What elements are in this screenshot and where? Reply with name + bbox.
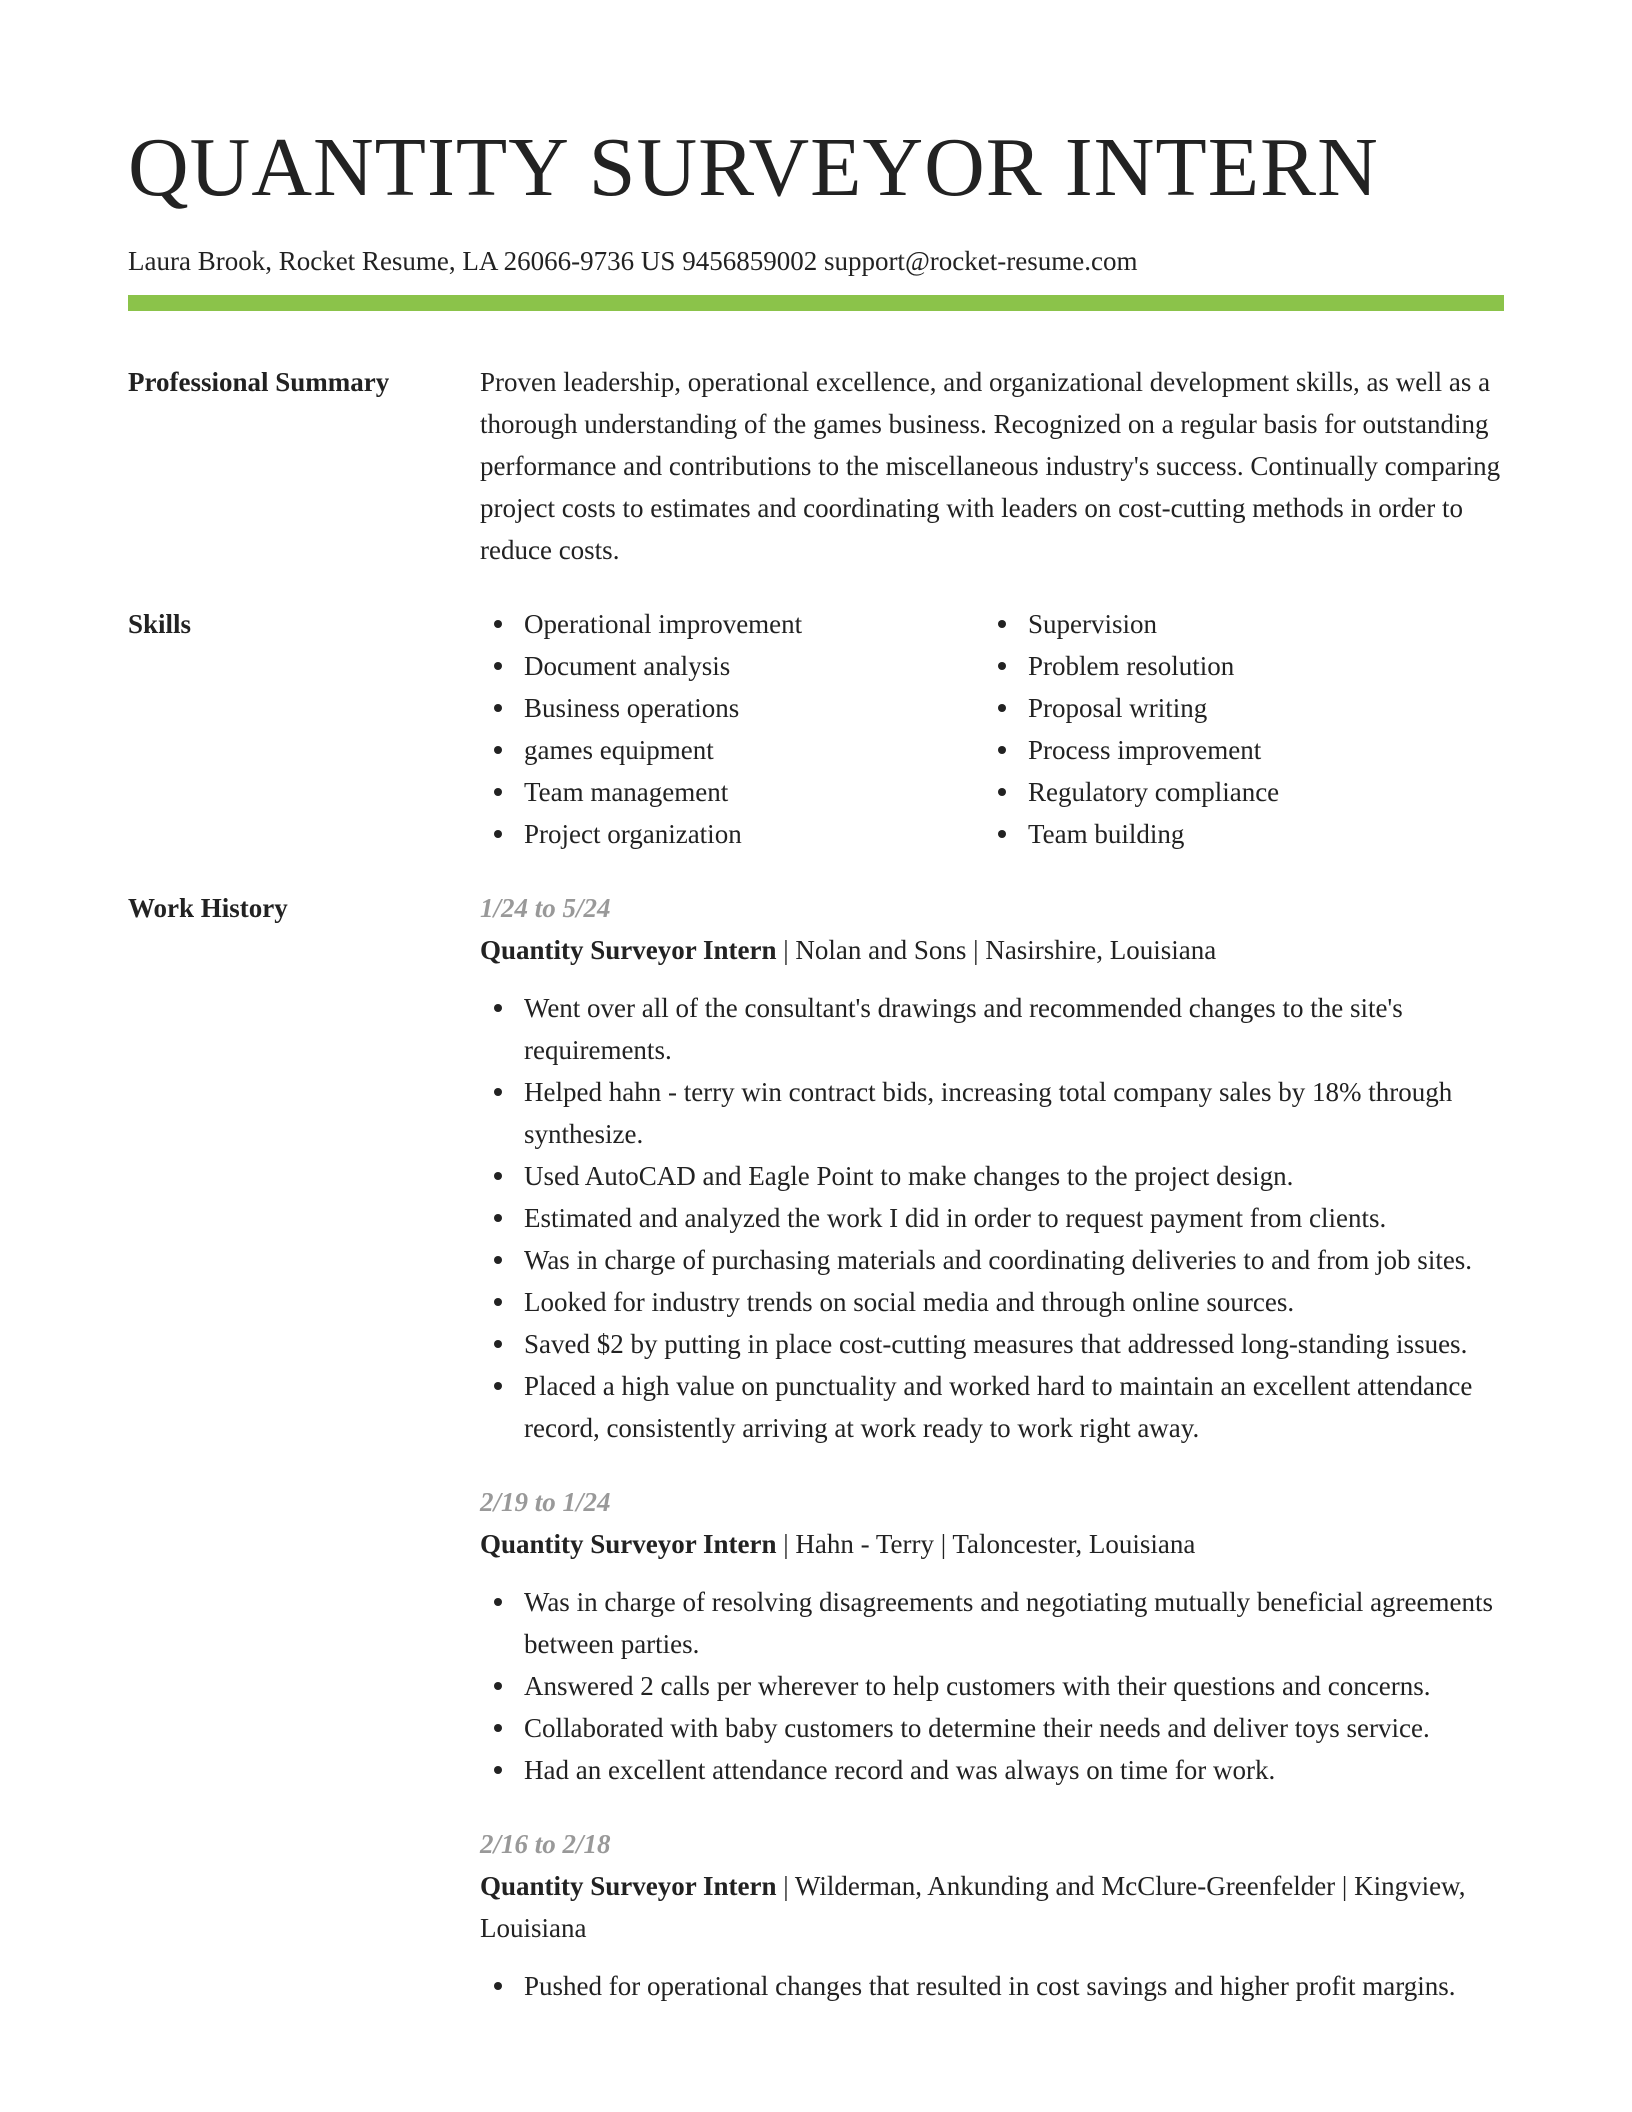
skill-item: Proposal writing: [984, 687, 1488, 729]
summary-section: [128, 361, 1504, 571]
contact-address: Laura Brook, Rocket Resume, LA 26066-9736 US: [128, 246, 676, 276]
job-title: Quantity Surveyor Intern: [480, 1529, 777, 1559]
job-entry: [480, 1481, 1504, 1791]
job-title-line: [480, 929, 1504, 971]
resume-page: [128, 0, 1504, 2007]
job-bullet: Saved $2 by putting in place cost-cutting measures that addressed long-standing issues.: [480, 1323, 1504, 1365]
job-bullet: Pushed for operational changes that resulted in cost savings and higher profit margins.: [480, 1965, 1504, 2007]
job-bullet: Estimated and analyzed the work I did in order to request payment from clients.: [480, 1197, 1504, 1239]
skills-section: [128, 603, 1504, 855]
job-bullet: Had an excellent attendance record and was always on time for work.: [480, 1749, 1504, 1791]
job-bullet: Went over all of the consultant's drawings and recommended changes to the site's requirements.: [480, 987, 1504, 1071]
contact-email: support@rocket-resume.com: [823, 246, 1138, 276]
job-bullets: [480, 1965, 1504, 2007]
skill-item: Regulatory compliance: [984, 771, 1488, 813]
resume-title: QUANTITY SURVEYOR INTERN: [128, 121, 1379, 214]
job-title: Quantity Surveyor Intern: [480, 1871, 777, 1901]
summary-text: Proven leadership, operational excellence, and organizational development skills, as well as a thorough understanding of the games business. Recognized on a regular basis for outstanding performance and contributions to the miscellaneous industry's success. Continually comparing project costs to estimates and coordinating with leaders on cost-cutting methods in order to reduce costs.: [480, 367, 1501, 565]
skills-columns: [480, 603, 1504, 855]
job-dates: 2/16 to 2/18: [480, 1829, 611, 1859]
skills-label: Skills: [128, 609, 192, 639]
skill-item: Business operations: [480, 687, 984, 729]
job-employer-location: | Hahn - Terry | Taloncester, Louisiana: [776, 1529, 1196, 1559]
job-bullet: Used AutoCAD and Eagle Point to make changes to the project design.: [480, 1155, 1504, 1197]
work-history-label: Work History: [128, 893, 288, 923]
job-entry: [480, 1823, 1504, 2007]
skill-item: Operational improvement: [480, 603, 984, 645]
header-divider: [128, 295, 1504, 311]
skill-item: Team building: [984, 813, 1488, 855]
job-bullets: [480, 987, 1504, 1449]
job-bullet: Was in charge of purchasing materials and coordinating deliveries to and from job sites.: [480, 1239, 1504, 1281]
contact-phone: 9456859002: [682, 246, 818, 276]
job-bullet: Answered 2 calls per wherever to help customers with their questions and concerns.: [480, 1665, 1504, 1707]
job-entry: [480, 887, 1504, 1449]
skill-item: Document analysis: [480, 645, 984, 687]
job-employer-location: | Nolan and Sons | Nasirshire, Louisiana: [776, 935, 1217, 965]
job-title: Quantity Surveyor Intern: [480, 935, 777, 965]
skill-item: Problem resolution: [984, 645, 1488, 687]
job-title-line: [480, 1865, 1504, 1949]
job-bullet: Looked for industry trends on social media and through online sources.: [480, 1281, 1504, 1323]
job-bullet: Collaborated with baby customers to determine their needs and deliver toys service.: [480, 1707, 1504, 1749]
job-bullet: Helped hahn - terry win contract bids, increasing total company sales by 18% through synthesize.: [480, 1071, 1504, 1155]
contact-line: [128, 244, 1504, 278]
job-bullet: Was in charge of resolving disagreements and negotiating mutually beneficial agreements between parties.: [480, 1581, 1504, 1665]
summary-label: Professional Summary: [128, 367, 390, 397]
skill-item: Process improvement: [984, 729, 1488, 771]
job-dates: 1/24 to 5/24: [480, 893, 611, 923]
job-bullet: Placed a high value on punctuality and worked hard to maintain an excellent attendance record, consistently arriving at work ready to work right away.: [480, 1365, 1504, 1449]
skill-item: games equipment: [480, 729, 984, 771]
job-dates: 2/19 to 1/24: [480, 1487, 611, 1517]
skill-item: Supervision: [984, 603, 1488, 645]
job-bullets: [480, 1581, 1504, 1791]
skills-list-right: [984, 603, 1488, 855]
skill-item: Team management: [480, 771, 984, 813]
work-history-section: [128, 887, 1504, 2007]
job-title-line: [480, 1523, 1504, 1565]
skills-list-left: [480, 603, 984, 855]
skill-item: Project organization: [480, 813, 984, 855]
job-employer-location: | Wilderman, Ankunding and McClure-Greenfelder | Kingview, Louisiana: [480, 1871, 1466, 1943]
